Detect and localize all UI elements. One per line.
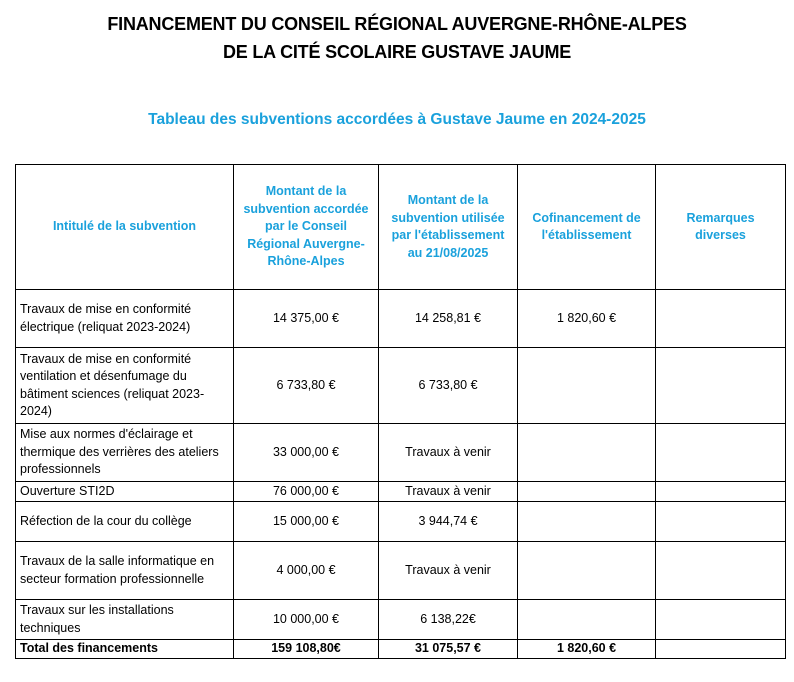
document-title-line-1: FINANCEMENT DU CONSEIL RÉGIONAL AUVERGNE-RHÔNE-ALPES <box>107 14 687 34</box>
used-amount-cell: Travaux à venir <box>379 542 518 600</box>
table-row <box>16 600 786 640</box>
cofinancing-cell <box>518 348 656 424</box>
granted-amount-cell: 15 000,00 € <box>234 502 379 542</box>
total-label-cell: Total des financements <box>16 640 234 659</box>
used-amount-cell: 14 258,81 € <box>379 290 518 348</box>
total-cofinancing-cell: 1 820,60 € <box>518 640 656 659</box>
table-row <box>16 542 786 600</box>
total-remarks-cell <box>656 640 786 659</box>
remarks-cell <box>656 348 786 424</box>
table-row <box>16 482 786 502</box>
subsidies-table <box>15 164 786 659</box>
table-header-row <box>16 165 786 290</box>
table-row <box>16 348 786 424</box>
cofinancing-cell <box>518 600 656 640</box>
granted-amount-cell: 33 000,00 € <box>234 424 379 482</box>
cofinancing-cell <box>518 424 656 482</box>
column-header-granted-amount: Montant de la subvention accordée par le Conseil Régional Auvergne-Rhône-Alpes <box>234 165 379 290</box>
remarks-cell <box>656 290 786 348</box>
used-amount-cell: 6 138,22€ <box>379 600 518 640</box>
table-row <box>16 290 786 348</box>
granted-amount-cell: 4 000,00 € <box>234 542 379 600</box>
subsidy-title-cell: Travaux de mise en conformité ventilation et désenfumage du bâtiment sciences (reliquat 2023-2024) <box>16 348 234 424</box>
cofinancing-cell: 1 820,60 € <box>518 290 656 348</box>
granted-amount-cell: 6 733,80 € <box>234 348 379 424</box>
subsidy-title-cell: Travaux sur les installations techniques <box>16 600 234 640</box>
subsidy-title-cell: Travaux de la salle informatique en secteur formation professionnelle <box>16 542 234 600</box>
table-row <box>16 424 786 482</box>
column-header-subsidy-title: Intitulé de la subvention <box>16 165 234 290</box>
column-header-remarks: Remarques diverses <box>656 165 786 290</box>
subsidy-title-cell: Mise aux normes d'éclairage et thermique des verrières des ateliers professionnels <box>16 424 234 482</box>
column-header-used-amount: Montant de la subvention utilisée par l'établissement au 21/08/2025 <box>379 165 518 290</box>
total-row <box>16 640 786 659</box>
used-amount-cell: Travaux à venir <box>379 482 518 502</box>
cofinancing-cell <box>518 542 656 600</box>
used-amount-cell: 3 944,74 € <box>379 502 518 542</box>
cofinancing-cell <box>518 502 656 542</box>
subsidy-title-cell: Travaux de mise en conformité électrique (reliquat 2023-2024) <box>16 290 234 348</box>
remarks-cell <box>656 502 786 542</box>
remarks-cell <box>656 600 786 640</box>
table-row <box>16 502 786 542</box>
column-header-cofinancing: Cofinancement de l'établissement <box>518 165 656 290</box>
subsidy-title-cell: Ouverture STI2D <box>16 482 234 502</box>
document-title-line-2: DE LA CITÉ SCOLAIRE GUSTAVE JAUME <box>222 42 572 62</box>
remarks-cell <box>656 424 786 482</box>
table-subtitle: Tableau des subventions accordées à Gustave Jaume en 2024-2025 <box>148 111 646 128</box>
total-granted-cell: 159 108,80€ <box>234 640 379 659</box>
granted-amount-cell: 76 000,00 € <box>234 482 379 502</box>
subsidy-title-cell: Réfection de la cour du collège <box>16 502 234 542</box>
granted-amount-cell: 10 000,00 € <box>234 600 379 640</box>
used-amount-cell: Travaux à venir <box>379 424 518 482</box>
total-used-cell: 31 075,57 € <box>379 640 518 659</box>
cofinancing-cell <box>518 482 656 502</box>
used-amount-cell: 6 733,80 € <box>379 348 518 424</box>
remarks-cell <box>656 542 786 600</box>
remarks-cell <box>656 482 786 502</box>
granted-amount-cell: 14 375,00 € <box>234 290 379 348</box>
